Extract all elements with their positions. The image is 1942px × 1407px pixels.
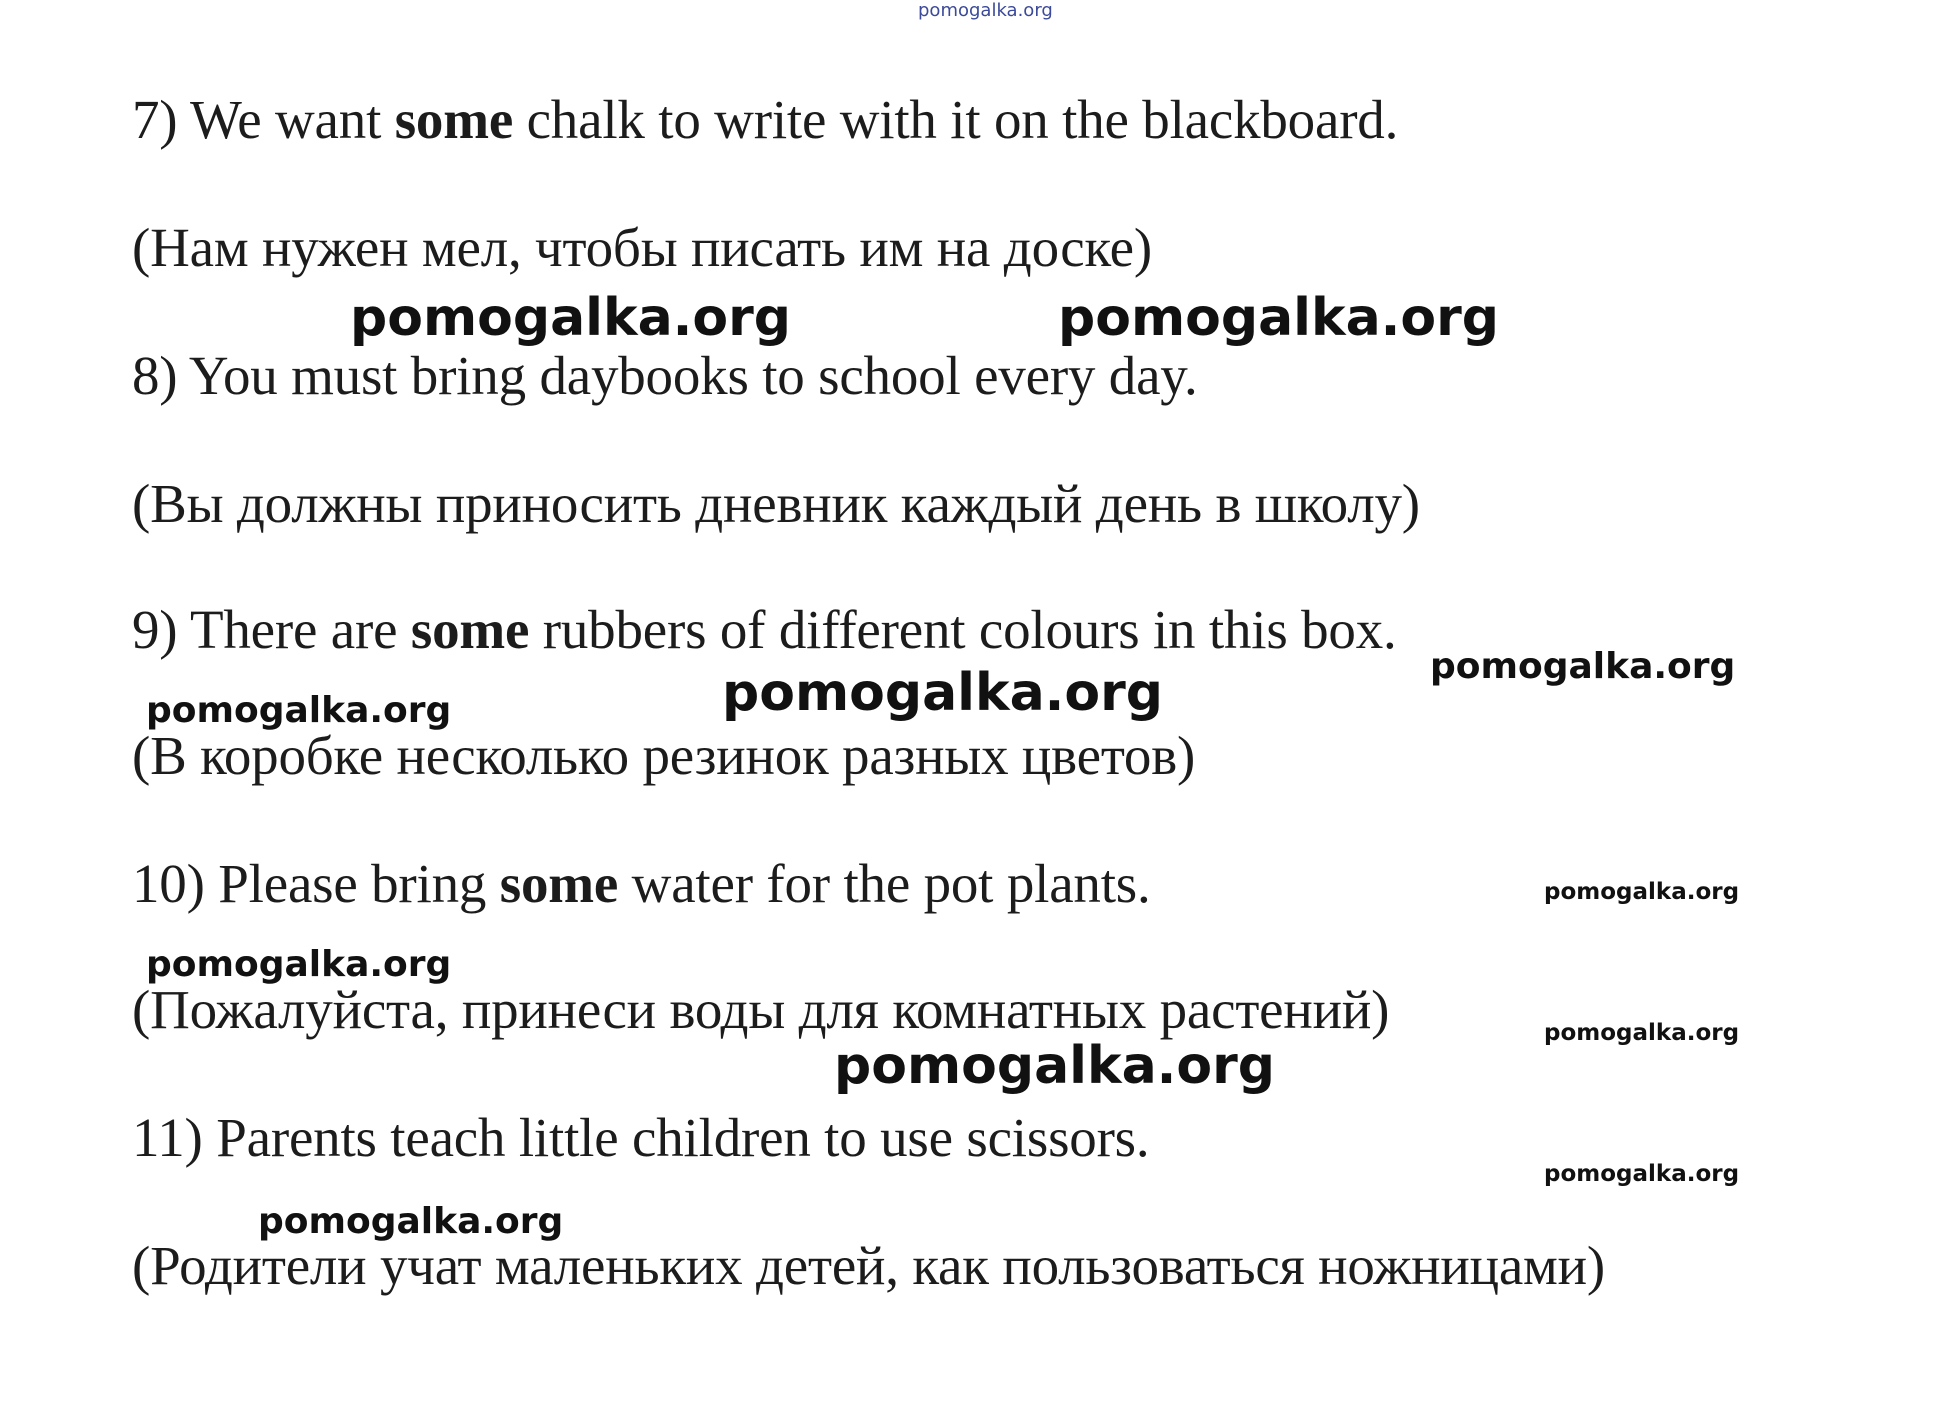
translation-9: (В коробке несколько резинок разных цветов) (132, 725, 1196, 786)
translation-11: (Родители учат маленьких детей, как пользоваться ножницами) (132, 1235, 1606, 1296)
translation-8: (Вы должны приносить дневник каждый день в школу) (132, 473, 1420, 534)
sentence-9: 9) There are some rubbers of different colours in this box. (132, 599, 1397, 660)
sentence-9-bold: some (410, 599, 530, 660)
translation-7: (Нам нужен мел, чтобы писать им на доске) (132, 217, 1152, 278)
watermark: pomogalka.org (1058, 288, 1500, 348)
watermark: pomogalka.org (146, 690, 452, 731)
header-watermark: pomogalka.org (918, 0, 1053, 21)
watermark: pomogalka.org (834, 1036, 1276, 1096)
sentence-10-bold: some (499, 853, 619, 914)
watermark: pomogalka.org (258, 1201, 564, 1242)
sentence-7-bold: some (394, 89, 514, 150)
sentence-10: 10) Please bring some water for the pot plants. (132, 853, 1151, 914)
sentence-7: 7) We want some chalk to write with it on the blackboard. (132, 89, 1399, 150)
watermark: pomogalka.org (722, 663, 1164, 723)
watermark: pomogalka.org (146, 944, 452, 985)
watermark: pomogalka.org (1544, 1020, 1740, 1046)
watermark: pomogalka.org (1544, 879, 1740, 905)
sentence-11: 11) Parents teach little children to use scissors. (132, 1107, 1150, 1168)
watermark: pomogalka.org (1430, 646, 1736, 687)
watermark: pomogalka.org (350, 288, 792, 348)
watermark: pomogalka.org (1544, 1161, 1740, 1187)
translation-10: (Пожалуйста, принеси воды для комнатных растений) (132, 979, 1390, 1040)
sentence-8: 8) You must bring daybooks to school every day. (132, 345, 1198, 406)
